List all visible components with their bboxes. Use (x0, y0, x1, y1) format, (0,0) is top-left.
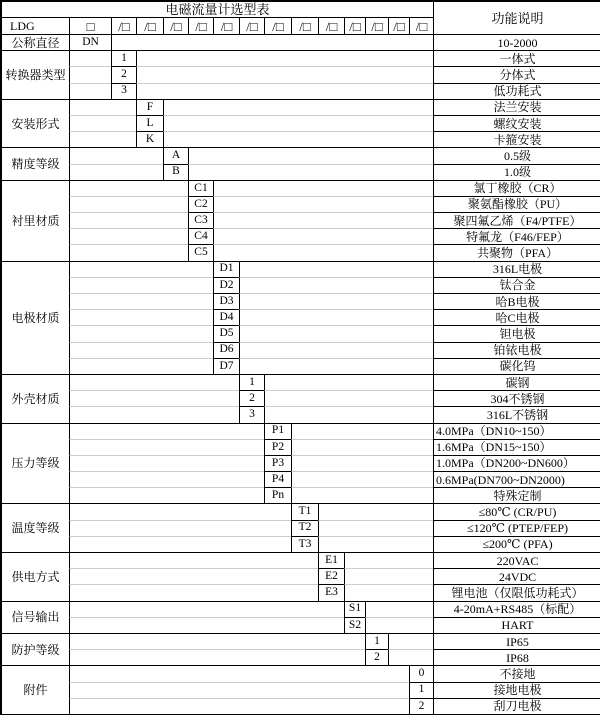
empty-cell (69, 455, 264, 471)
desc-cell: 1.0MPa（DN200~DN600） (433, 455, 600, 471)
empty-cell (69, 83, 111, 99)
empty-cell (69, 309, 213, 325)
empty-cell (239, 358, 433, 374)
code-cell: S1 (344, 601, 365, 617)
empty-cell (291, 487, 433, 503)
code-cell: F (136, 99, 163, 115)
empty-cell (264, 374, 433, 390)
model-code-slash-box: /□ (318, 17, 344, 34)
table-row (1, 244, 600, 260)
empty-cell (69, 487, 264, 503)
code-cell: K (136, 131, 163, 147)
empty-cell (163, 99, 433, 115)
desc-cell: IP68 (433, 649, 600, 665)
table-row (1, 358, 600, 374)
empty-cell (239, 277, 433, 293)
empty-cell (264, 406, 433, 422)
table-row (1, 390, 600, 406)
desc-cell: 螺纹安装 (433, 115, 600, 131)
model-prefix: LDG (1, 17, 69, 34)
model-code-slash-box: /□ (188, 17, 213, 34)
desc-cell: IP65 (433, 633, 600, 649)
table-row (1, 568, 600, 584)
model-code-slash-box: /□ (136, 17, 163, 34)
empty-cell (69, 212, 188, 228)
empty-cell (318, 520, 433, 536)
code-cell: A (163, 147, 188, 163)
empty-cell (163, 131, 433, 147)
desc-cell: 316L电极 (433, 261, 600, 277)
code-cell: P4 (264, 471, 291, 487)
desc-cell: HART (433, 617, 600, 633)
empty-cell (239, 293, 433, 309)
empty-cell (291, 423, 433, 439)
table-row (1, 115, 600, 131)
empty-cell (264, 390, 433, 406)
empty-cell (213, 212, 433, 228)
group-label: 电极材质 (1, 261, 69, 374)
code-cell: 2 (239, 390, 264, 406)
code-cell: P1 (264, 423, 291, 439)
code-cell: DN (69, 34, 111, 50)
empty-cell (69, 342, 213, 358)
empty-cell (239, 261, 433, 277)
empty-cell (344, 552, 433, 568)
desc-cell: 铂铱电极 (433, 342, 600, 358)
table-row (1, 503, 600, 519)
empty-cell (136, 66, 433, 82)
table-row (1, 406, 600, 422)
group-label: 信号输出 (1, 601, 69, 633)
empty-cell (188, 164, 433, 180)
code-cell: C1 (188, 180, 213, 196)
model-code-slash-box: /□ (388, 17, 409, 34)
desc-cell: 哈B电极 (433, 293, 600, 309)
group-label: 公称直径 (1, 34, 69, 50)
desc-cell: 碳化钨 (433, 358, 600, 374)
code-cell: 1 (409, 682, 433, 698)
empty-cell (291, 455, 433, 471)
empty-cell (69, 698, 409, 714)
code-cell: T3 (291, 536, 318, 552)
empty-cell (69, 244, 188, 260)
table-row (1, 99, 600, 115)
desc-cell: 低功耗式 (433, 83, 600, 99)
table-row (1, 131, 600, 147)
model-code-slash-box: /□ (264, 17, 291, 34)
table-row (1, 649, 600, 665)
desc-cell: 锂电池（仅限低功耗式） (433, 584, 600, 600)
empty-cell (318, 536, 433, 552)
code-cell: P2 (264, 439, 291, 455)
desc-cell: 刮刀电极 (433, 698, 600, 714)
desc-cell: 法兰安装 (433, 99, 600, 115)
empty-cell (69, 325, 213, 341)
empty-cell (69, 682, 409, 698)
desc-cell: 一体式 (433, 50, 600, 66)
code-cell: D1 (213, 261, 239, 277)
desc-cell: 接地电极 (433, 682, 600, 698)
table-row (1, 325, 600, 341)
desc-cell: 特氟龙（F46/FEP） (433, 228, 600, 244)
code-cell: E3 (318, 584, 344, 600)
table-row (1, 520, 600, 536)
empty-cell (388, 633, 433, 649)
table-row (1, 164, 600, 180)
empty-cell (69, 358, 213, 374)
table-row (1, 439, 600, 455)
desc-cell: 特殊定制 (433, 487, 600, 503)
desc-cell: 0.6MPa(DN700~DN2000) (433, 471, 600, 487)
desc-cell: ≤200℃ (PFA) (433, 536, 600, 552)
empty-cell (344, 584, 433, 600)
empty-cell (69, 584, 318, 600)
group-label: 附件 (1, 665, 69, 714)
empty-cell (213, 244, 433, 260)
empty-cell (69, 617, 344, 633)
empty-cell (69, 503, 291, 519)
header-row-title (1, 1, 600, 17)
table-row (1, 665, 600, 681)
empty-cell (213, 180, 433, 196)
empty-cell (69, 277, 213, 293)
desc-cell: 304不锈钢 (433, 390, 600, 406)
table-row (1, 309, 600, 325)
desc-cell: 卡箍安装 (433, 131, 600, 147)
desc-cell: 哈C电极 (433, 309, 600, 325)
code-cell: 1 (239, 374, 264, 390)
model-code-box: □ (69, 17, 111, 34)
empty-cell (69, 115, 136, 131)
desc-cell: 钽电极 (433, 325, 600, 341)
empty-cell (69, 406, 239, 422)
empty-cell (69, 423, 264, 439)
empty-cell (69, 520, 291, 536)
table-row (1, 196, 600, 212)
empty-cell (69, 536, 291, 552)
table-row (1, 487, 600, 503)
empty-cell (69, 66, 111, 82)
empty-cell (239, 342, 433, 358)
code-cell: Pn (264, 487, 291, 503)
model-code-slash-box: /□ (409, 17, 433, 34)
empty-cell (239, 325, 433, 341)
empty-cell (365, 617, 433, 633)
table-row (1, 536, 600, 552)
code-cell: L (136, 115, 163, 131)
code-cell: D4 (213, 309, 239, 325)
desc-cell: ≤80℃ (CR/PU) (433, 503, 600, 519)
empty-cell (69, 374, 239, 390)
empty-cell (291, 439, 433, 455)
table-row (1, 293, 600, 309)
group-label: 防护等级 (1, 633, 69, 665)
model-code-slash-box: /□ (365, 17, 388, 34)
empty-cell (136, 50, 433, 66)
desc-cell: 分体式 (433, 66, 600, 82)
desc-cell: 氯丁橡胶（CR） (433, 180, 600, 196)
empty-cell (365, 601, 433, 617)
desc-cell: 聚氨酯橡胶（PU） (433, 196, 600, 212)
table-row (1, 180, 600, 196)
empty-cell (69, 196, 188, 212)
table-row (1, 682, 600, 698)
desc-cell: 共聚物（PFA） (433, 244, 600, 260)
group-label: 外壳材质 (1, 374, 69, 423)
table-row (1, 147, 600, 163)
model-code-slash-box: /□ (344, 17, 365, 34)
code-cell: 2 (365, 649, 388, 665)
group-label: 精度等级 (1, 147, 69, 179)
group-label: 转换器类型 (1, 50, 69, 99)
table-title: 电磁流量计选型表 (1, 1, 433, 17)
table-row (1, 455, 600, 471)
empty-cell (69, 568, 318, 584)
group-label: 压力等级 (1, 423, 69, 504)
desc-cell: 0.5级 (433, 147, 600, 163)
empty-cell (69, 471, 264, 487)
table-row (1, 633, 600, 649)
empty-cell (69, 552, 318, 568)
group-label: 供电方式 (1, 552, 69, 601)
code-cell: E1 (318, 552, 344, 568)
code-cell: 2 (111, 66, 136, 82)
empty-cell (69, 439, 264, 455)
table-row (1, 698, 600, 714)
empty-cell (213, 196, 433, 212)
code-cell: E2 (318, 568, 344, 584)
empty-cell (111, 34, 433, 50)
table-row (1, 212, 600, 228)
table-row (1, 471, 600, 487)
function-column-header: 功能说明 (433, 1, 600, 34)
model-code-slash-box: /□ (163, 17, 188, 34)
table-row (1, 83, 600, 99)
table-row (1, 584, 600, 600)
table-row (1, 617, 600, 633)
code-cell: C4 (188, 228, 213, 244)
model-code-slash-box: /□ (111, 17, 136, 34)
empty-cell (388, 649, 433, 665)
desc-cell: ≤120℃ (PTEP/FEP) (433, 520, 600, 536)
empty-cell (69, 131, 136, 147)
desc-cell: 1.0级 (433, 164, 600, 180)
empty-cell (69, 665, 409, 681)
empty-cell (69, 390, 239, 406)
empty-cell (69, 601, 344, 617)
code-cell: C2 (188, 196, 213, 212)
group-label: 衬里材质 (1, 180, 69, 261)
table-row (1, 552, 600, 568)
code-cell: 0 (409, 665, 433, 681)
empty-cell (163, 115, 433, 131)
desc-cell: 聚四氟乙烯（F4/PTFE） (433, 212, 600, 228)
desc-cell: 4-20mA+RS485（标配） (433, 601, 600, 617)
desc-cell: 1.6MPa（DN15~150） (433, 439, 600, 455)
empty-cell (69, 261, 213, 277)
empty-cell (69, 293, 213, 309)
code-cell: 1 (111, 50, 136, 66)
model-code-slash-box: /□ (291, 17, 318, 34)
empty-cell (291, 471, 433, 487)
model-code-slash-box: /□ (239, 17, 264, 34)
empty-cell (239, 309, 433, 325)
code-cell: D5 (213, 325, 239, 341)
table-row (1, 601, 600, 617)
code-cell: 3 (239, 406, 264, 422)
code-cell: D7 (213, 358, 239, 374)
code-cell: D3 (213, 293, 239, 309)
code-cell: D6 (213, 342, 239, 358)
code-cell: C3 (188, 212, 213, 228)
empty-cell (69, 164, 163, 180)
empty-cell (344, 568, 433, 584)
table-row (1, 277, 600, 293)
code-cell: S2 (344, 617, 365, 633)
table-row (1, 374, 600, 390)
empty-cell (213, 228, 433, 244)
empty-cell (69, 649, 365, 665)
group-label: 温度等级 (1, 503, 69, 552)
code-cell: C5 (188, 244, 213, 260)
empty-cell (69, 147, 163, 163)
empty-cell (188, 147, 433, 163)
table-row (1, 50, 600, 66)
group-label: 安装形式 (1, 99, 69, 148)
code-cell: T2 (291, 520, 318, 536)
desc-cell: 10-2000 (433, 34, 600, 50)
code-cell: D2 (213, 277, 239, 293)
table-row (1, 228, 600, 244)
model-code-slash-box: /□ (213, 17, 239, 34)
code-cell: B (163, 164, 188, 180)
table-row (1, 261, 600, 277)
code-cell: 2 (409, 698, 433, 714)
empty-cell (69, 50, 111, 66)
desc-cell: 24VDC (433, 568, 600, 584)
code-cell: T1 (291, 503, 318, 519)
table-row (1, 34, 600, 50)
empty-cell (69, 99, 136, 115)
desc-cell: 不接地 (433, 665, 600, 681)
empty-cell (318, 503, 433, 519)
table-row (1, 66, 600, 82)
code-cell: 3 (111, 83, 136, 99)
table-row (1, 423, 600, 439)
desc-cell: 碳钢 (433, 374, 600, 390)
code-cell: 1 (365, 633, 388, 649)
empty-cell (136, 83, 433, 99)
desc-cell: 钛合金 (433, 277, 600, 293)
code-cell: P3 (264, 455, 291, 471)
empty-cell (69, 180, 188, 196)
empty-cell (69, 228, 188, 244)
table-row (1, 342, 600, 358)
empty-cell (69, 633, 365, 649)
desc-cell: 4.0MPa（DN10~150） (433, 423, 600, 439)
desc-cell: 316L不锈钢 (433, 406, 600, 422)
desc-cell: 220VAC (433, 552, 600, 568)
